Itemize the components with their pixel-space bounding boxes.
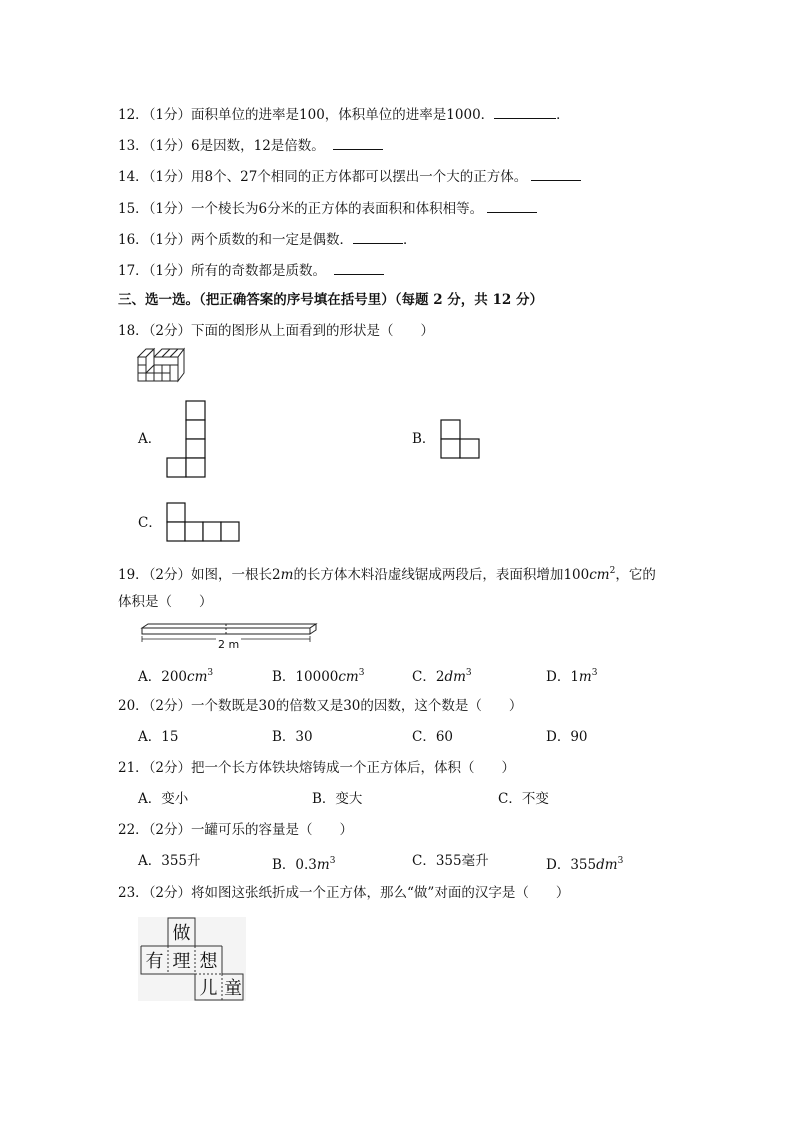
q18-solid-figure — [138, 349, 184, 383]
question-score: （2分） — [148, 760, 192, 776]
question-13 — [118, 135, 383, 155]
area-unit: cm — [589, 567, 610, 583]
length-unit: m — [280, 567, 294, 583]
q20-option-a[interactable]: A．15 — [138, 729, 179, 745]
q18-option-c-figure[interactable] — [166, 502, 242, 542]
answer-blank[interactable] — [353, 229, 403, 244]
option-letter: C． — [412, 669, 436, 685]
question-number: 21． — [118, 760, 149, 776]
question-text: 把一个长方体铁块熔铸成一个正方体后，体积（ ） — [191, 760, 516, 776]
question-19 — [118, 562, 656, 584]
q19-option-b[interactable] — [272, 664, 364, 686]
net-char-xiang: 想 — [199, 951, 218, 972]
q22-option-c[interactable] — [412, 852, 489, 870]
option-unit: dm — [596, 857, 618, 873]
option-number: 200 — [161, 669, 188, 685]
q19-figure-length-label: 2 m — [216, 636, 241, 654]
question-score: （2分） — [148, 567, 192, 583]
q22-option-a[interactable] — [138, 852, 201, 870]
question-text: 如图，一根长 — [191, 567, 273, 583]
question-number: 12． — [118, 107, 149, 123]
answer-blank[interactable] — [487, 198, 537, 213]
question-12 — [118, 104, 570, 124]
q19-option-c[interactable] — [412, 664, 472, 686]
question-number: 13． — [118, 138, 149, 154]
net-char-you: 有 — [145, 951, 164, 972]
question-16 — [118, 229, 417, 249]
option-unit: m — [316, 857, 330, 873]
option-exponent: 3 — [358, 668, 365, 678]
option-letter: D． — [546, 669, 571, 685]
net-char-zuo: 做 — [172, 923, 191, 944]
q22-option-b[interactable] — [272, 852, 335, 874]
option-letter: A． — [138, 853, 162, 869]
question-score: （1分） — [148, 138, 192, 154]
q20-option-c[interactable]: C．60 — [412, 729, 454, 745]
question-text: 两个质数的和一定是偶数． — [191, 232, 354, 248]
length-value: 2 — [272, 567, 281, 583]
question-text: 一罐可乐的容量是（ ） — [191, 822, 354, 838]
option-exponent: 3 — [591, 668, 598, 678]
option-unit: m — [578, 669, 592, 685]
question-text: 的长方体木料沿虚线锯成两段后，表面积增加 — [293, 567, 564, 583]
question-number: 19． — [118, 567, 149, 583]
option-unit: cm — [338, 669, 359, 685]
option-value: 355毫升 — [435, 853, 489, 869]
q21-option-a[interactable]: A．变小 — [138, 791, 189, 807]
option-exponent: 3 — [329, 856, 336, 866]
option-unit: dm — [444, 669, 466, 685]
option-value: 355升 — [161, 853, 201, 869]
question-score: （2分） — [148, 323, 192, 339]
question-number: 14． — [118, 169, 149, 185]
question-number: 20． — [118, 698, 149, 714]
option-number: 2 — [435, 669, 445, 685]
q21-option-b[interactable]: B．变大 — [312, 791, 363, 807]
question-score: （1分） — [148, 169, 192, 185]
option-letter: D． — [546, 857, 571, 873]
net-char-li: 理 — [172, 951, 191, 972]
question-score: （2分） — [148, 885, 192, 901]
question-tail: ． — [403, 232, 417, 248]
option-exponent: 3 — [617, 856, 624, 866]
question-number: 15． — [118, 201, 149, 217]
question-text: ，它的 — [615, 567, 656, 583]
option-exponent: 3 — [465, 668, 472, 678]
q19-option-d[interactable] — [546, 664, 597, 686]
area-value: 100 — [563, 567, 590, 583]
question-score: （2分） — [148, 698, 192, 714]
option-letter: B． — [272, 669, 296, 685]
question-number: 17． — [118, 263, 149, 279]
question-number: 16． — [118, 232, 149, 248]
question-number: 18． — [118, 323, 149, 339]
question-17 — [118, 260, 384, 280]
question-number: 22． — [118, 822, 149, 838]
q18-option-b-figure[interactable] — [440, 419, 480, 459]
answer-blank[interactable] — [531, 166, 581, 181]
q18-option-a-label[interactable]: A． — [138, 431, 162, 447]
option-letter: C． — [412, 853, 436, 869]
net-char-er: 儿 — [199, 978, 218, 999]
question-18 — [118, 322, 434, 340]
question-text: 下面的图形从上面看到的形状是（ ） — [191, 323, 435, 339]
question-text: 将如图这张纸折成一个正方体，那么“做”对面的汉字是（ ） — [191, 885, 570, 901]
q21-option-c[interactable]: C．不变 — [498, 791, 549, 807]
q22-option-d[interactable] — [546, 852, 623, 874]
question-15 — [118, 198, 537, 218]
option-value: 355 — [570, 857, 597, 873]
question-21 — [118, 759, 515, 777]
answer-blank[interactable] — [334, 260, 384, 275]
q20-option-b[interactable]: B．30 — [272, 729, 313, 745]
question-text: 6是因数，12是倍数。 — [191, 138, 325, 154]
question-text: 面积单位的进率是100，体积单位的进率是1000． — [191, 107, 495, 123]
question-score: （2分） — [148, 822, 192, 838]
question-text: 所有的奇数都是质数。 — [191, 263, 327, 279]
answer-blank[interactable] — [494, 104, 556, 119]
option-exponent: 3 — [207, 668, 214, 678]
question-score: （1分） — [148, 201, 192, 217]
question-score: （1分） — [148, 107, 192, 123]
question-text: 用8个、27个相同的正方体都可以摆出一个大的正方体。 — [191, 169, 528, 185]
net-char-tong: 童 — [224, 978, 242, 999]
q18-option-a-figure[interactable] — [166, 401, 206, 477]
option-letter: A． — [138, 669, 162, 685]
option-unit: cm — [187, 669, 208, 685]
question-text: 一个棱长为6分米的正方体的表面积和体积相等。 — [191, 201, 484, 217]
question-tail: ． — [556, 107, 570, 123]
question-19-continued: 体积是（ ） — [118, 594, 213, 610]
option-number: 1 — [570, 669, 579, 685]
area-exponent: 2 — [609, 566, 616, 576]
option-value: 0.3 — [295, 857, 317, 873]
question-text: 一个数既是30的倍数又是30的因数，这个数是（ ） — [191, 698, 523, 714]
question-number: 23． — [118, 885, 149, 901]
question-score: （1分） — [148, 232, 192, 248]
q18-option-b-label[interactable]: B． — [412, 431, 436, 447]
q18-option-c-label[interactable]: C． — [138, 515, 162, 531]
q23-cube-net-figure — [138, 917, 246, 1001]
option-letter: B． — [272, 857, 296, 873]
question-14 — [118, 166, 581, 186]
question-20 — [118, 697, 522, 715]
q19-option-a[interactable] — [138, 664, 213, 686]
q20-option-d[interactable]: D．90 — [546, 729, 588, 745]
question-22 — [118, 821, 353, 839]
question-score: （1分） — [148, 263, 192, 279]
option-number: 10000 — [295, 669, 339, 685]
question-23 — [118, 884, 569, 902]
section-3-heading: 三、选一选。（把正确答案的序号填在括号里）（每题 2 分，共 12 分） — [118, 292, 543, 308]
answer-blank[interactable] — [333, 135, 383, 150]
